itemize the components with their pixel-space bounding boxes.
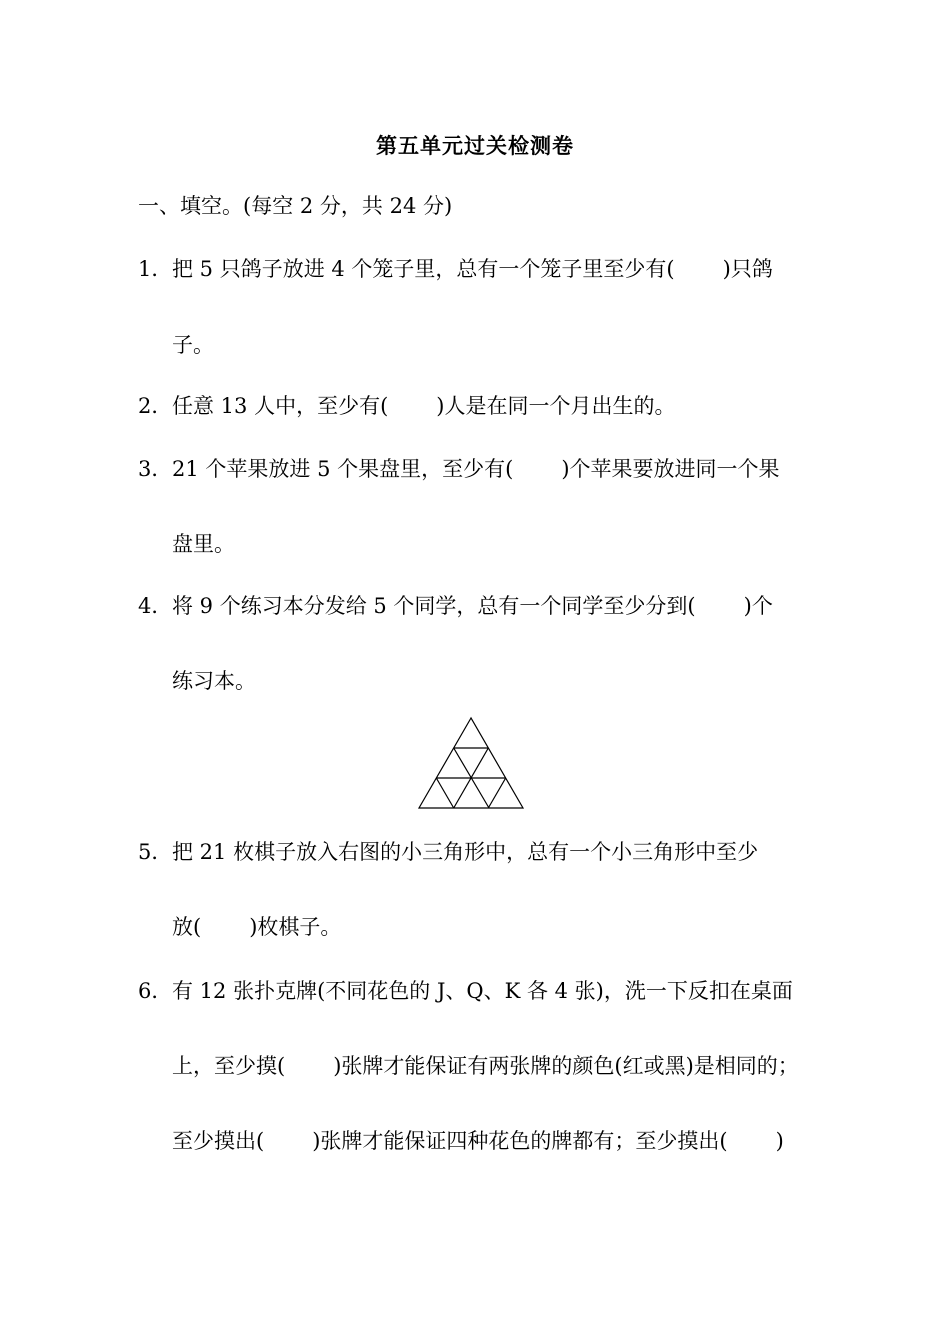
question-text: ): [775, 1129, 784, 1153]
question-2: [138, 392, 675, 420]
section-heading: 一、填空。(每空 2 分，共 24 分): [138, 194, 453, 218]
question-text: 将 9 个练习本分发给 5 个同学，总有一个同学至少分到(: [172, 594, 696, 618]
question-4: [138, 592, 773, 620]
question-number: 5．: [138, 840, 173, 864]
question-text: 任意 13 人中，至少有(: [172, 394, 389, 418]
question-6-continued-1: [172, 1052, 799, 1080]
question-5-continued: [172, 913, 341, 941]
question-number: 1．: [138, 257, 173, 281]
question-3: [138, 455, 780, 483]
question-6-continued-2: [172, 1127, 784, 1155]
triangle-grid-svg: [417, 716, 525, 812]
question-text: )张牌才能保证四种花色的牌都有；至少摸出(: [312, 1129, 728, 1153]
triangle-grid-figure: [417, 716, 525, 816]
question-3-continued: 盘里。: [172, 532, 235, 556]
question-4-continued: 练习本。: [172, 669, 256, 693]
question-text: 把 5 只鸽子放进 4 个笼子里，总有一个笼子里至少有(: [172, 257, 675, 281]
question-text: 把 21 枚棋子放入右图的小三角形中，总有一个小三角形中至少: [172, 840, 759, 864]
question-number: 2．: [138, 394, 173, 418]
question-text: 放(: [172, 915, 202, 939]
question-text: )个: [743, 594, 773, 618]
question-text: 至少摸出(: [172, 1129, 265, 1153]
question-text: 21 个苹果放进 5 个果盘里，至少有(: [172, 457, 514, 481]
question-text: )个苹果要放进同一个果: [561, 457, 780, 481]
grid-line-diag-4: [488, 778, 505, 808]
outer-triangle: [419, 718, 523, 808]
question-number: 6．: [138, 979, 173, 1003]
question-text: )只鸽: [722, 257, 773, 281]
question-text: )张牌才能保证有两张牌的颜色(红或黑)是相同的；: [333, 1054, 799, 1078]
question-number: 3．: [138, 457, 173, 481]
grid-line-diag-2: [436, 778, 453, 808]
question-1-continued: 子。: [172, 333, 214, 357]
question-text: 上，至少摸(: [172, 1054, 286, 1078]
page-title: 第五单元过关检测卷: [376, 133, 574, 158]
question-5: [138, 838, 758, 866]
question-text: )枚棋子。: [249, 915, 342, 939]
question-number: 4．: [138, 594, 173, 618]
question-1: [138, 255, 773, 283]
question-6: [138, 977, 793, 1005]
question-text: )人是在同一个月出生的。: [436, 394, 676, 418]
question-text: 有 12 张扑克牌(不同花色的 J、Q、K 各 4 张)，洗一下反扣在桌面: [172, 979, 793, 1003]
